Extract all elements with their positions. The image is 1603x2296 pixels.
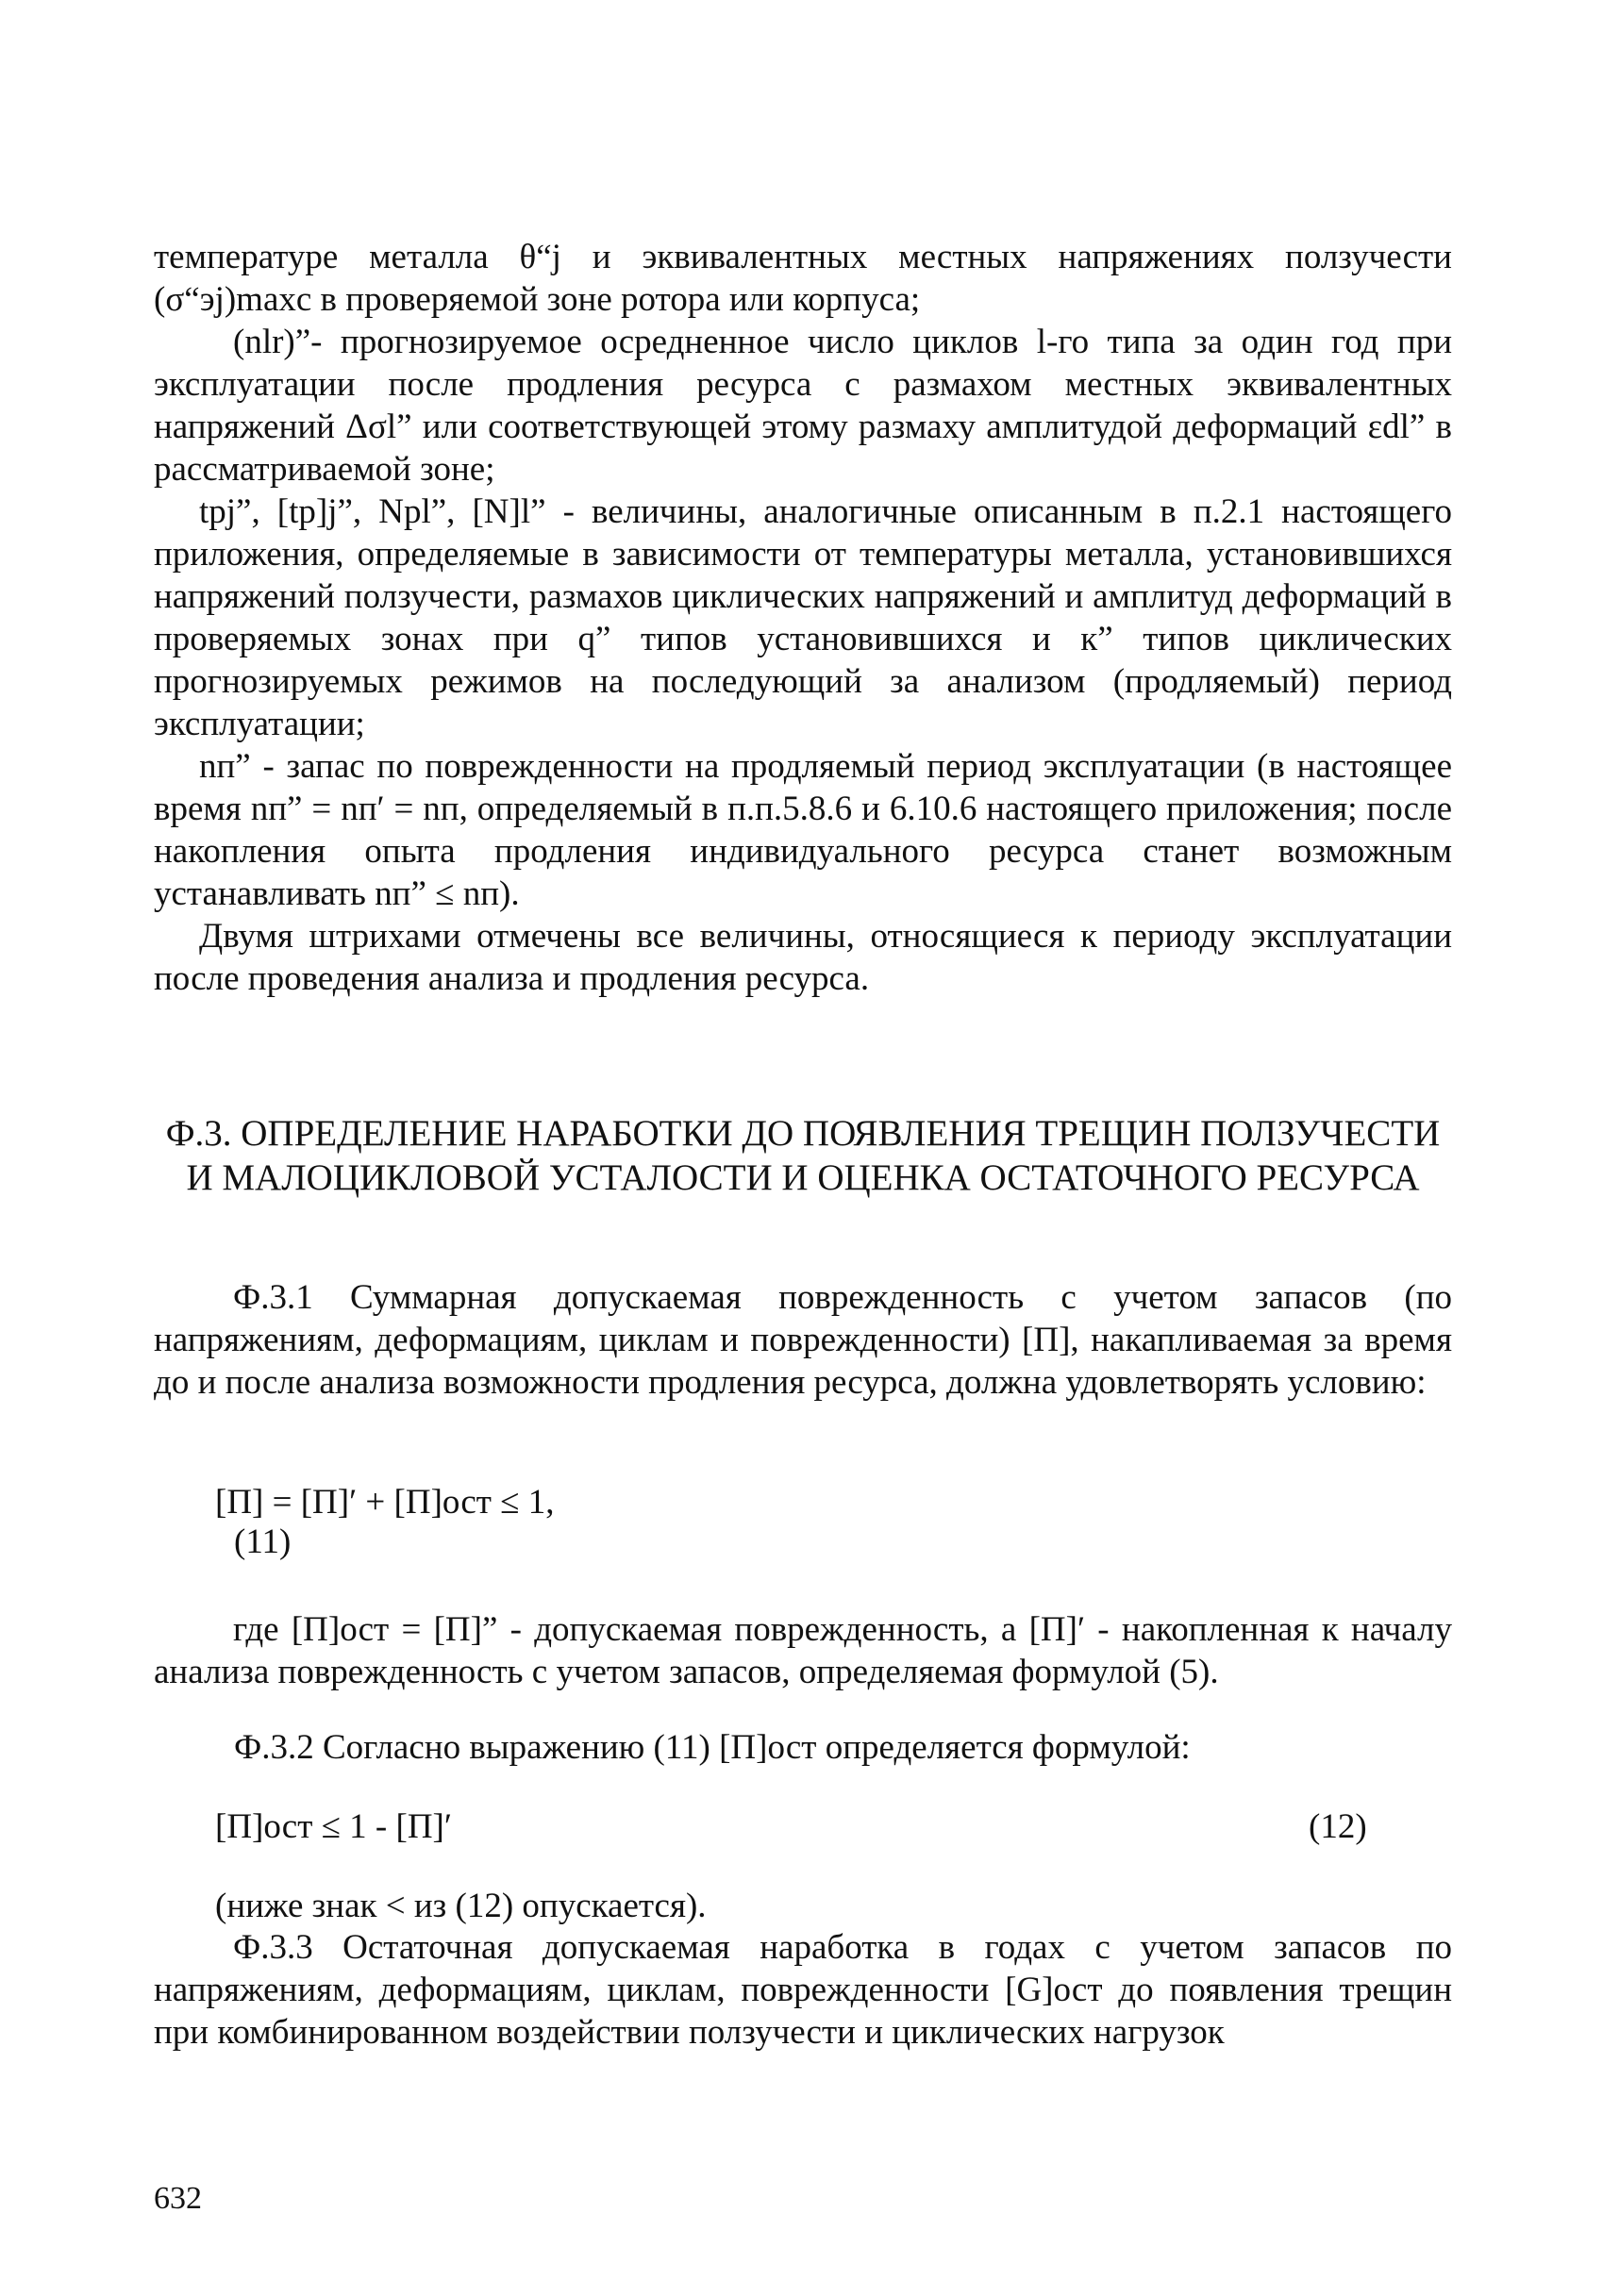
formula-11-number: (11) <box>234 1522 292 1561</box>
paragraph-f31-block <box>154 1276 1452 1404</box>
paragraph-definition-3: tpj”, [tp]j”, Npl”, [N]l” - величины, аналогичные описанным в п.2.1 настоящего приложения, определяемые в зависимости от температуры металла, установившихся напряжений ползучести, размахов циклических напряжений и амплитуд деформаций в проверяемых зонах при q” типов установившихся и к” типов циклических прогнозируемых режимов на последующий за анализом (продляемый) период эксплуатации; <box>154 492 1452 743</box>
paragraph-note-double-prime: Двумя штрихами отмечены все величины, относящиеся к периоду эксплуатации после проведения анализа и продления ресурса. <box>154 917 1452 998</box>
paragraph-where-block <box>154 1608 1452 1693</box>
paragraph-f32: Ф.3.2 Согласно выражению (11) [П]ост определяется формулой: <box>234 1728 1191 1767</box>
paragraph-definition-4: nп” - запас по поврежденности на продляемый период эксплуатации (в настоящее время nп” = nп′ = nп, определяемый в п.п.5.8.6 и 6.10.6 настоящего приложения; после накопления опыта продления индивидуального ресурса станет возможным устанавливать nп” ≤ nп). <box>154 747 1452 913</box>
formula-12: [П]ост ≤ 1 - [П]′ <box>215 1807 452 1846</box>
page-number: 632 <box>154 2181 202 2216</box>
formula-11: [П] = [П]′ + [П]ост ≤ 1, <box>215 1483 555 1522</box>
section-heading: Ф.3. ОПРЕДЕЛЕНИЕ НАРАБОТКИ ДО ПОЯВЛЕНИЯ ТРЕЩИН ПОЛЗУЧЕСТИ И МАЛОЦИКЛОВОЙ УСТАЛОСТИ И ОЦЕНКА ОСТАТОЧНОГО РЕСУРСА <box>165 1113 1441 1198</box>
paragraph-f31: Ф.3.1 Суммарная допускаемая поврежденность с учетом запасов (по напряжениям, деформациям, циклам и поврежденности) [П], накапливаемая за время до и после анализа возможности продления ресурса, должна удовлетворять условию: <box>154 1278 1452 1402</box>
paragraph-definition-2: (nlr)”- прогнозируемое осредненное число циклов l-го типа за один год при эксплуатации после продления ресурса с размахом местных эквивалентных напряжений Δσl” или соответствующей этому размаху амплитудой деформаций εdl” в рассматриваемой зоне; <box>154 323 1452 489</box>
paragraph-definition-1: температуре металла θ“j и эквивалентных местных напряжениях ползучести (σ“эj)maxс в проверяемой зоне ротора или корпуса; <box>154 238 1452 319</box>
paragraph-sign-note: (ниже знак < из (12) опускается). <box>215 1887 707 1925</box>
formula-12-number: (12) <box>1309 1807 1367 1846</box>
paragraph-where: где [П]ост = [П]” - допускаемая поврежденность, а [П]′ - накопленная к началу анализа поврежденность с учетом запасов, определяемая формулой (5). <box>154 1610 1452 1691</box>
body-text-top <box>154 236 1452 1000</box>
paragraph-f33-block <box>154 1926 1452 2054</box>
paragraph-f33: Ф.3.3 Остаточная допускаемая наработка в годах с учетом запасов по напряжениям, деформациям, циклам, поврежденности [G]ост до появления трещин при комбинированном воздействии ползучести и циклических нагрузок <box>154 1928 1452 2052</box>
